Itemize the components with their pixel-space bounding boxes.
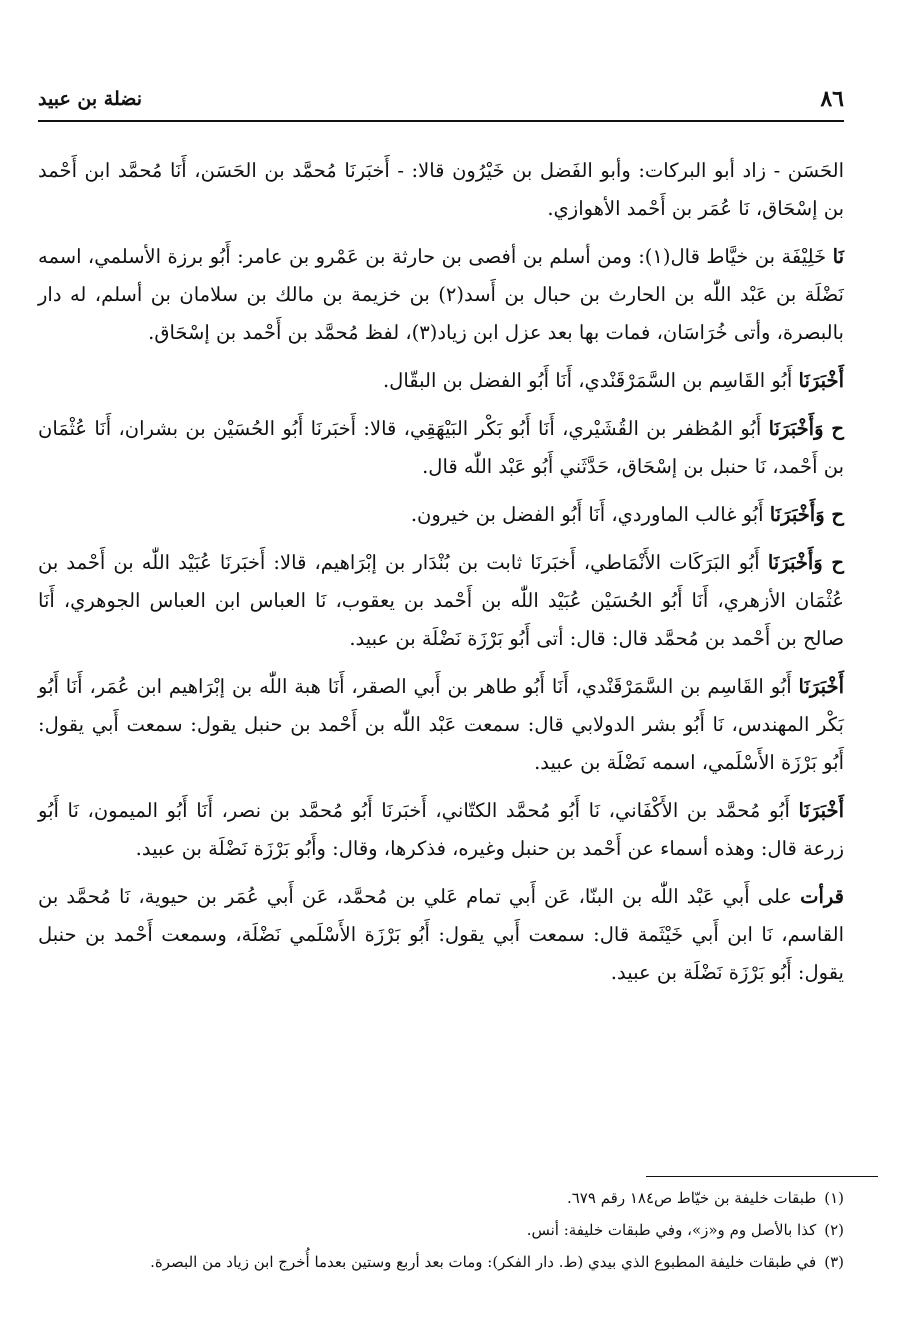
running-title: نضلة بن عبيد xyxy=(38,88,142,110)
paragraph xyxy=(38,362,844,400)
footnote-text: كذا بالأصل وم و«ز»، وفي طبقات خليفة: أنس. xyxy=(526,1221,817,1239)
footnote-number: (١) xyxy=(824,1189,844,1207)
page-number: ٨٦ xyxy=(820,86,844,112)
paragraph-lead: أَخْبَرَنَا xyxy=(798,369,844,392)
paragraph xyxy=(38,792,844,868)
paragraph-text: أَبُو القَاسِم بن السَّمَرْقَنْدي، أَنَا أَبُو الفضل بن البقّال. xyxy=(382,369,793,392)
paragraph xyxy=(38,878,844,992)
footnote-text: طبقات خليفة بن خيّاط ص١٨٤ رقم ٦٧٩. xyxy=(566,1189,817,1207)
paragraph-lead: ح وَأَخْبَرَنَا xyxy=(769,503,844,526)
paragraph xyxy=(38,238,844,352)
paragraph-text: أَبُو مُحمَّد بن الأَكْفَاني، نَا أَبُو مُحمَّد الكتّاني، أَخبَرنَا أَبُو مُحمَّد بن نصر، أَنَا أَبُو الميمون، نَا أَبُو زرعة قال: وهذه أسماء عن أَحْمد بن حنبل وغيره، فذكرها، وقال: وأَبُو بَرْزَة نَضْلَة بن عبيد. xyxy=(38,799,844,860)
main-text xyxy=(38,152,844,1002)
footnote-number: (٣) xyxy=(824,1253,844,1271)
paragraph-lead: أَخْبَرَنَا xyxy=(798,799,844,822)
footnote-divider xyxy=(646,1176,878,1177)
paragraph xyxy=(38,410,844,486)
paragraph xyxy=(38,544,844,658)
footnote-number: (٢) xyxy=(824,1221,844,1239)
paragraph-lead: ح وَأَخْبَرَنَا xyxy=(768,417,844,440)
paragraph-lead: نَا xyxy=(832,245,844,268)
paragraph-text: أَبُو البَرَكَات الأَنْمَاطي، أَخبَرنَا ثابت بن بُنْدَار بن إبْرَاهيم، قالا: أَخبَرنَا عُبَيْد اللّٰه بن أَحْمد بن عُثْمَان الأزهري، أَنَا أَبُو الحُسَيْن عُبَيْد اللّٰه بن أَحْمد بن يعقوب، نَا العباس ابن العباس الجوهري، أَنَا صالح بن أَحْمد بن مُحمَّد قال: قال: أتى أَبُو بَرْزَة نَضْلَة بن عبيد. xyxy=(38,551,844,650)
footnote xyxy=(38,1214,844,1246)
paragraph-text: أَبُو غالب الماوردي، أَنَا أَبُو الفضل بن خيرون. xyxy=(410,503,764,526)
footnote xyxy=(38,1246,844,1278)
paragraph-text: على أَبي عَبْد اللّٰه بن البنّا، عَن أَبي تمام عَلي بن مُحمَّد، عَن أَبي عُمَر بن حيوية، نَا مُحمَّد بن القاسم، نَا ابن أَبي خَيْثَمة قال: سمعت أَبي يقول: أَبُو بَرْزَة الأَسْلَمي نَضْلَة، وسمعت أَحْمد بن حنبل يقول: أَبُو بَرْزَة نَضْلَة بن عبيد. xyxy=(38,885,844,984)
footnotes xyxy=(38,1182,844,1278)
footnote-text: في طبقات خليفة المطبوع الذي بيدي (ط. دار الفكر): ومات بعد أربع وستين بعدما أُخرج ابن زياد من البصرة. xyxy=(150,1253,817,1271)
paragraph-text: الحَسَن - زاد أبو البركات: وأبو الفَضل بن خَيْرُون قالا: - أَخبَرنَا مُحمَّد بن الحَسَن، أَنَا مُحمَّد ابن أَحْمد بن إسْحَاق، نَا عُمَر بن أَحْمد الأهوازي. xyxy=(38,159,844,220)
footnote xyxy=(38,1182,844,1214)
paragraph xyxy=(38,496,844,534)
paragraph-lead: ح وَأَخْبَرَنَا xyxy=(767,551,844,574)
paragraph xyxy=(38,668,844,782)
paragraph xyxy=(38,152,844,228)
paragraph-text: أَبُو المُظفر بن القُشَيْري، أَنَا أَبُو بَكْر البَيْهَقِي، قالا: أَخبَرنَا أَبُو الحُسَيْن بن بشران، أَنَا عُثْمَان بن أَحْمد، نَا حنبل بن إسْحَاق، حَدَّثَني أَبُو عَبْد اللّٰه قال. xyxy=(38,417,844,478)
paragraph-text: أَبُو القَاسِم بن السَّمَرْقَنْدي، أَنَا أَبُو طاهر بن أَبي الصقر، أَنَا هبة اللّٰه بن إبْرَاهيم ابن عُمَر، أَنَا أَبُو بَكْر المهندس، نَا أَبُو بشر الدولابي قال: سمعت عَبْد اللّٰه بن أَحْمد بن حنبل يقول: سمعت أَبي يقول: أَبُو بَرْزَة الأَسْلَمي، اسمه نَضْلَة بن عبيد. xyxy=(38,675,844,774)
page-header xyxy=(38,86,844,122)
paragraph-text: خَلِيْفَة بن خيَّاط قال(١): ومن أسلم بن أفصى بن حارثة بن عَمْرو بن عامر: أَبُو برزة الأسلمي، اسمه نَضْلَة بن عَبْد اللّٰه بن الحارث بن حبال بن أَسد(٢) بن خزيمة بن مالك بن سلامان بن أسلم، له دار بالبصرة، وأتى خُرَاسَان، فمات بها بعد عزل ابن زياد(٣)، لفظ مُحمَّد بن أَحْمد بن إسْحَاق. xyxy=(38,245,844,344)
paragraph-lead: أَخْبَرَنَا xyxy=(798,675,844,698)
paragraph-lead: قرأت xyxy=(800,885,844,908)
